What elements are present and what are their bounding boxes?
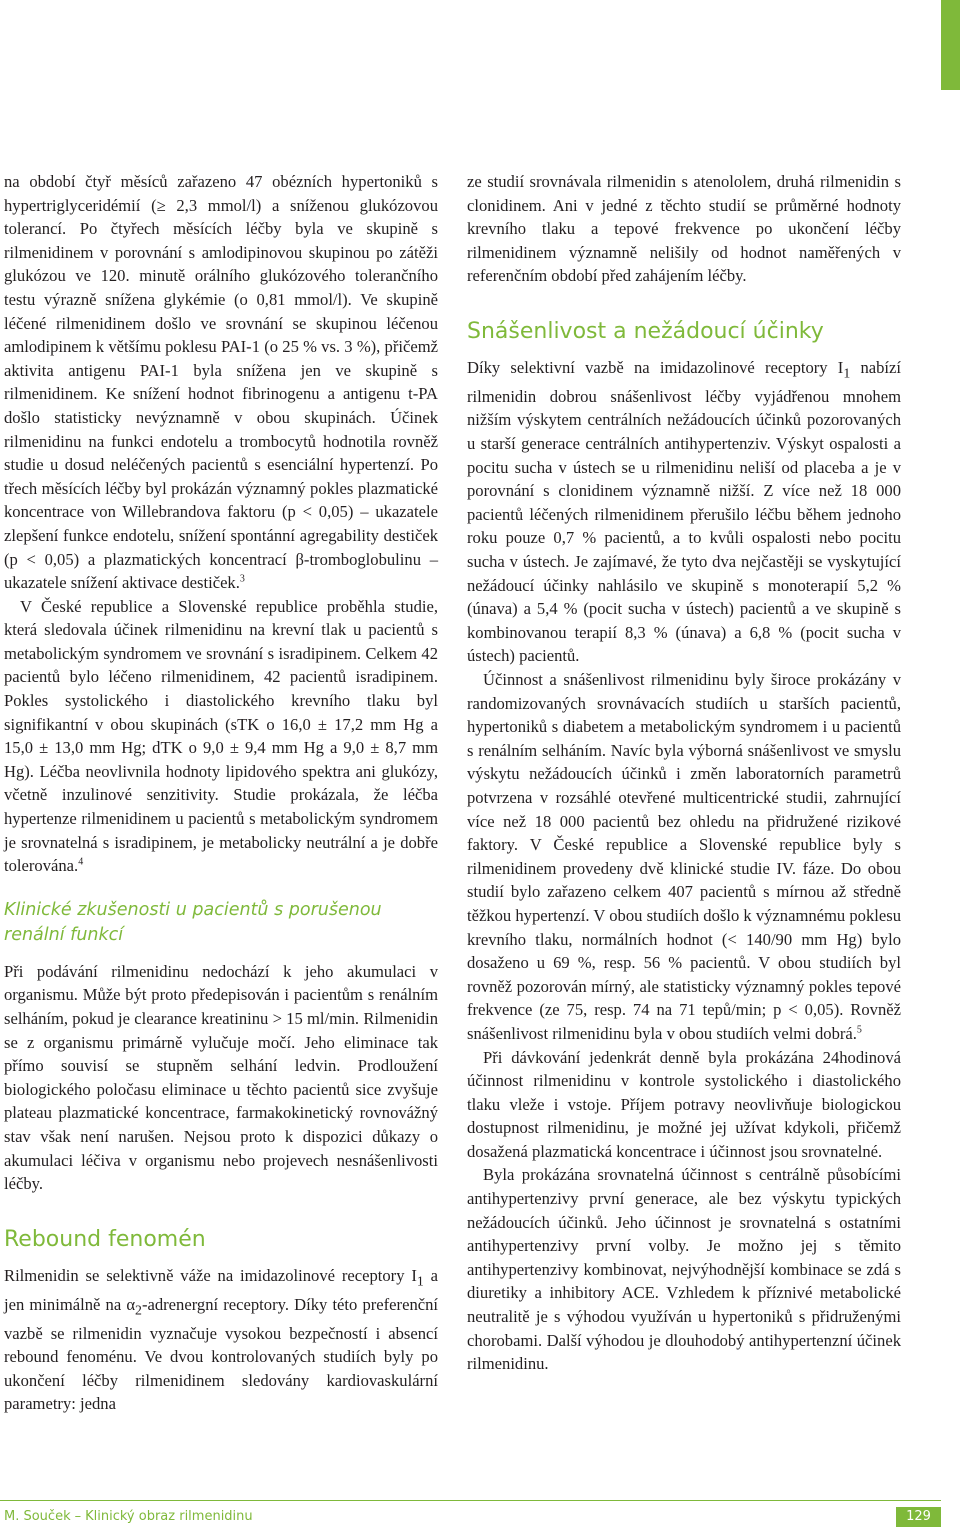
- paragraph: Při podávání rilmenidinu nedochází k jeho akumulaci v organismu. Může být proto předepisován i pacientům s renálním selháním, pokud je clearance kreatininu > 15 ml/min. Rilmenidin se z organismu primárně vylučuje močí. Jeho eliminace tak přímo souvisí se stupněm selhání ledvin. Prodloužení biologického poločasu eliminace u těchto pacientů sice zvyšuje plateau plazmatické koncentrace, farmakokinetický rovnovážný stav však není narušen. Nejsou proto k dispozici důkazy o akumulaci léčiva v organismu nebo projevech nesnášenlivosti léčby.: [4, 961, 438, 1194]
- page-footer: [0, 1507, 941, 1527]
- section-heading-tolerance: Snášenlivost a nežádoucí účinky: [467, 318, 824, 344]
- paragraph: Účinnost a snášenlivost rilmenidinu byly široce prokázány v randomizovaných srovnávacích studiích u starších pacientů, hypertoniků s diabetem a metabolickým syndromem i u pacientů s renálním selháním. Navíc byla výborná snášenlivost ve smyslu výskytu nežádoucích účinků i změn laboratorních parametrů potvrzena v rozsáhlé otevřené multicentrické studii, zahrnující více než 18 000 pacientů bez ohledu na přidružené rizikové faktory. V České republice a Slovenské republice byly s rilmenidinem provedeny dvě klinické studie IV. fáze. Do obou studií bylo zařazeno celkem 407 pacientů s mírnou až středně těžkou hypertenzí. V obou studiích došlo k významnému poklesu krevního tlaku, normálních hodnot (< 140/90 mm Hg) bylo dosaženo u 69 %, resp. 56 % pacientů. V obou studiích byl rovněž pozorován mírný, ale statisticky významný pokles tepové frekvence (ze 75, resp. 74 na 71 tepů/min; p < 0,05). Rovněž snášenlivost rilmenidinu byla v obou studiích velmi dobrá.$^5$: [467, 670, 901, 1043]
- accent-bar: [941, 0, 960, 90]
- section-heading-renal: Klinické zkušenosti u pacientů s porušenou renální funkcí: [4, 899, 382, 945]
- reference-marker: 5: [856, 1024, 862, 1036]
- reference-marker: 3: [239, 573, 245, 585]
- reference-marker: 4: [78, 856, 84, 868]
- section-heading-rebound: Rebound fenomén: [4, 1226, 206, 1252]
- footer-title: Klinický obraz rilmenidinu: [85, 1509, 253, 1524]
- paragraph: Byla prokázána srovnatelná účinnost s centrálně působícími antihypertenzivy první generace, ale bez výskytu typických nežádoucích účinků. Jeho účinnost je srovnatelná s ostatními antihypertenzivy první volby. Je možno jej s těmito antihypertenzivy kombinovat, nejvýhodnější kombinace se zdá s diuretiky a inhibitory ACE. Vzhledem k příznivé metabolické neutralitě je s výhodou využíván u hypertoniků s přidruženými chorobami. Další výhodou je dlouhodobý antihypertenzní účinek rilmenidinu.: [467, 1165, 901, 1374]
- paragraph: na období čtyř měsíců zařazeno 47 obézních hypertoniků s hypertriglyceridémií (≥ 2,3 mmol/l) a sníženou glukózovou tolerancí. Po čtyřech měsících léčby byla ve skupině s rilmenidinem v porovnání s amlodipinovou skupinou po zátěži glukózou ve 120. minutě orálního glukózového tolerančního testu výrazně snížena glykémie (o 0,81 mmol/l). Ve skupině léčené rilmenidinem došlo ve srovnání se skupinou léčenou amlodipinem k většímu poklesu PAI-1 (o 25 % vs. 3 %), přičemž aktivita antigenu PAI-1 byla snížena jen ve skupině s rilmenidinem. Ke snížení hodnot fibrinogenu a antigenu t-PA došlo statisticky nevýznamně v obou skupinách. Účinek rilmenidinu na funkci endotelu a trombocytů hodnotila rovněž studie u dosud neléčených pacientů s esenciální hypertenzí. Po třech měsících léčby byl prokázán významný pokles plazmatické koncentrace von Willebrandova faktoru (p < 0,05) – ukazatele zlepšení funkce endotelu, snížení spontánní agregability destiček (p < 0,05) a plazmatických koncentrací β-tromboglobulinu – ukazatele snížení aktivace destiček.$^3$: [4, 172, 438, 593]
- paragraph: Díky selektivní vazbě na imidazolinové receptory $I_1$ nabízí rilmenidin dobrou snášenlivost léčby vyjádřenou mnohem nižším výskytem centrálních nežádoucích účinků pozorovaných u starší generace centrálních antihypertenziv. Výskyt ospalosti a pocitu sucha v ústech se u rilmenidinu neliší od placeba a je v porovnání s clonidinem významně nižší. Z více než 18 000 pacientů léčených rilmenidinem přerušilo léčbu během jednoho roku pouze 0,7 % pacientů, a to kvůli ospalosti nebo pocitu sucha v ústech. Je zajímavé, že tyto dva nejčastěji se vyskytující nežádoucí účinky nahlásilo ve skupině s monoterapií 5,2 % (únava) a 5,4 % (pocit sucha v ústech) pacientů a ve skupině s kombinovanou terapií 8,3 % (únava) a 6,8 % (pocit sucha v ústech) pacientů.: [467, 357, 901, 666]
- page-number: 129: [896, 1507, 941, 1527]
- footer-running-title: M. Souček – Klinický obraz rilmenidinu: [4, 1509, 253, 1524]
- paragraph: ze studií srovnávala rilmenidin s atenololem, druhá rilmenidin s clonidinem. Ani v jedné z těchto studií se průměrné hodnoty krevního tlaku a tepové frekvence po ukončení léčby rilmenidinem významně nelišily od hodnot naměřených v referenčním období před zahájením léčby.: [467, 172, 901, 286]
- paragraph: Při dávkování jedenkrát denně byla prokázána 24hodinová účinnost rilmenidinu v kontrole systolického i diastolického tlaku vleže i vstoje. Příjem potravy neovlivňuje biologickou dostupnost rilmenidinu, je možné jej užívat kdykoli, přičemž dosažená plazmatická koncentrace i účinnost jsou srovnatelné.: [467, 1047, 901, 1161]
- right-column: [467, 170, 901, 1376]
- paragraph: Rilmenidin se selektivně váže na imidazolinové receptory $I_1$ a jen minimálně na $\alpha_2$-adrenergní receptory. Díky této preferenční vazbě se rilmenidin vyznačuje vysokou bezpečností i absencí rebound fenoménu. Ve dvou kontrolovaných studiích byly po ukončení léčby rilmenidinem sledovány kardiovaskulární parametry: jedna: [4, 1265, 439, 1414]
- footer-rule: [0, 1500, 941, 1501]
- footer-author: M. Souček: [4, 1509, 71, 1524]
- left-column: [4, 170, 438, 1416]
- paragraph: V České republice a Slovenské republice proběhla studie, která sledovala účinek rilmenidinu na krevní tlak u pacientů s metabolickým syndromem ve srovnání s isradipinem. Celkem 42 pacientů bylo léčeno rilmenidinem, 42 pacientů isradipinem. Pokles systolického i diastolického krevního tlaku byl signifikantní v obou skupinách (sTK o 16,0 ± 17,2 mm Hg a 15,0 ± 13,0 mm Hg; dTK o 9,0 ± 9,4 mm Hg a 9,0 ± 8,7 mm Hg). Léčba neovlivnila hodnoty lipidového spektra ani glukózy, včetně inzulinové senzitivity. Studie prokázala, že léčba hypertenze rilmenidinem u pacientů s metabolickým syndromem je srovnatelná s isradipinem, je metabolicky neutrální a je dobře tolerována.$^4$: [4, 596, 438, 876]
